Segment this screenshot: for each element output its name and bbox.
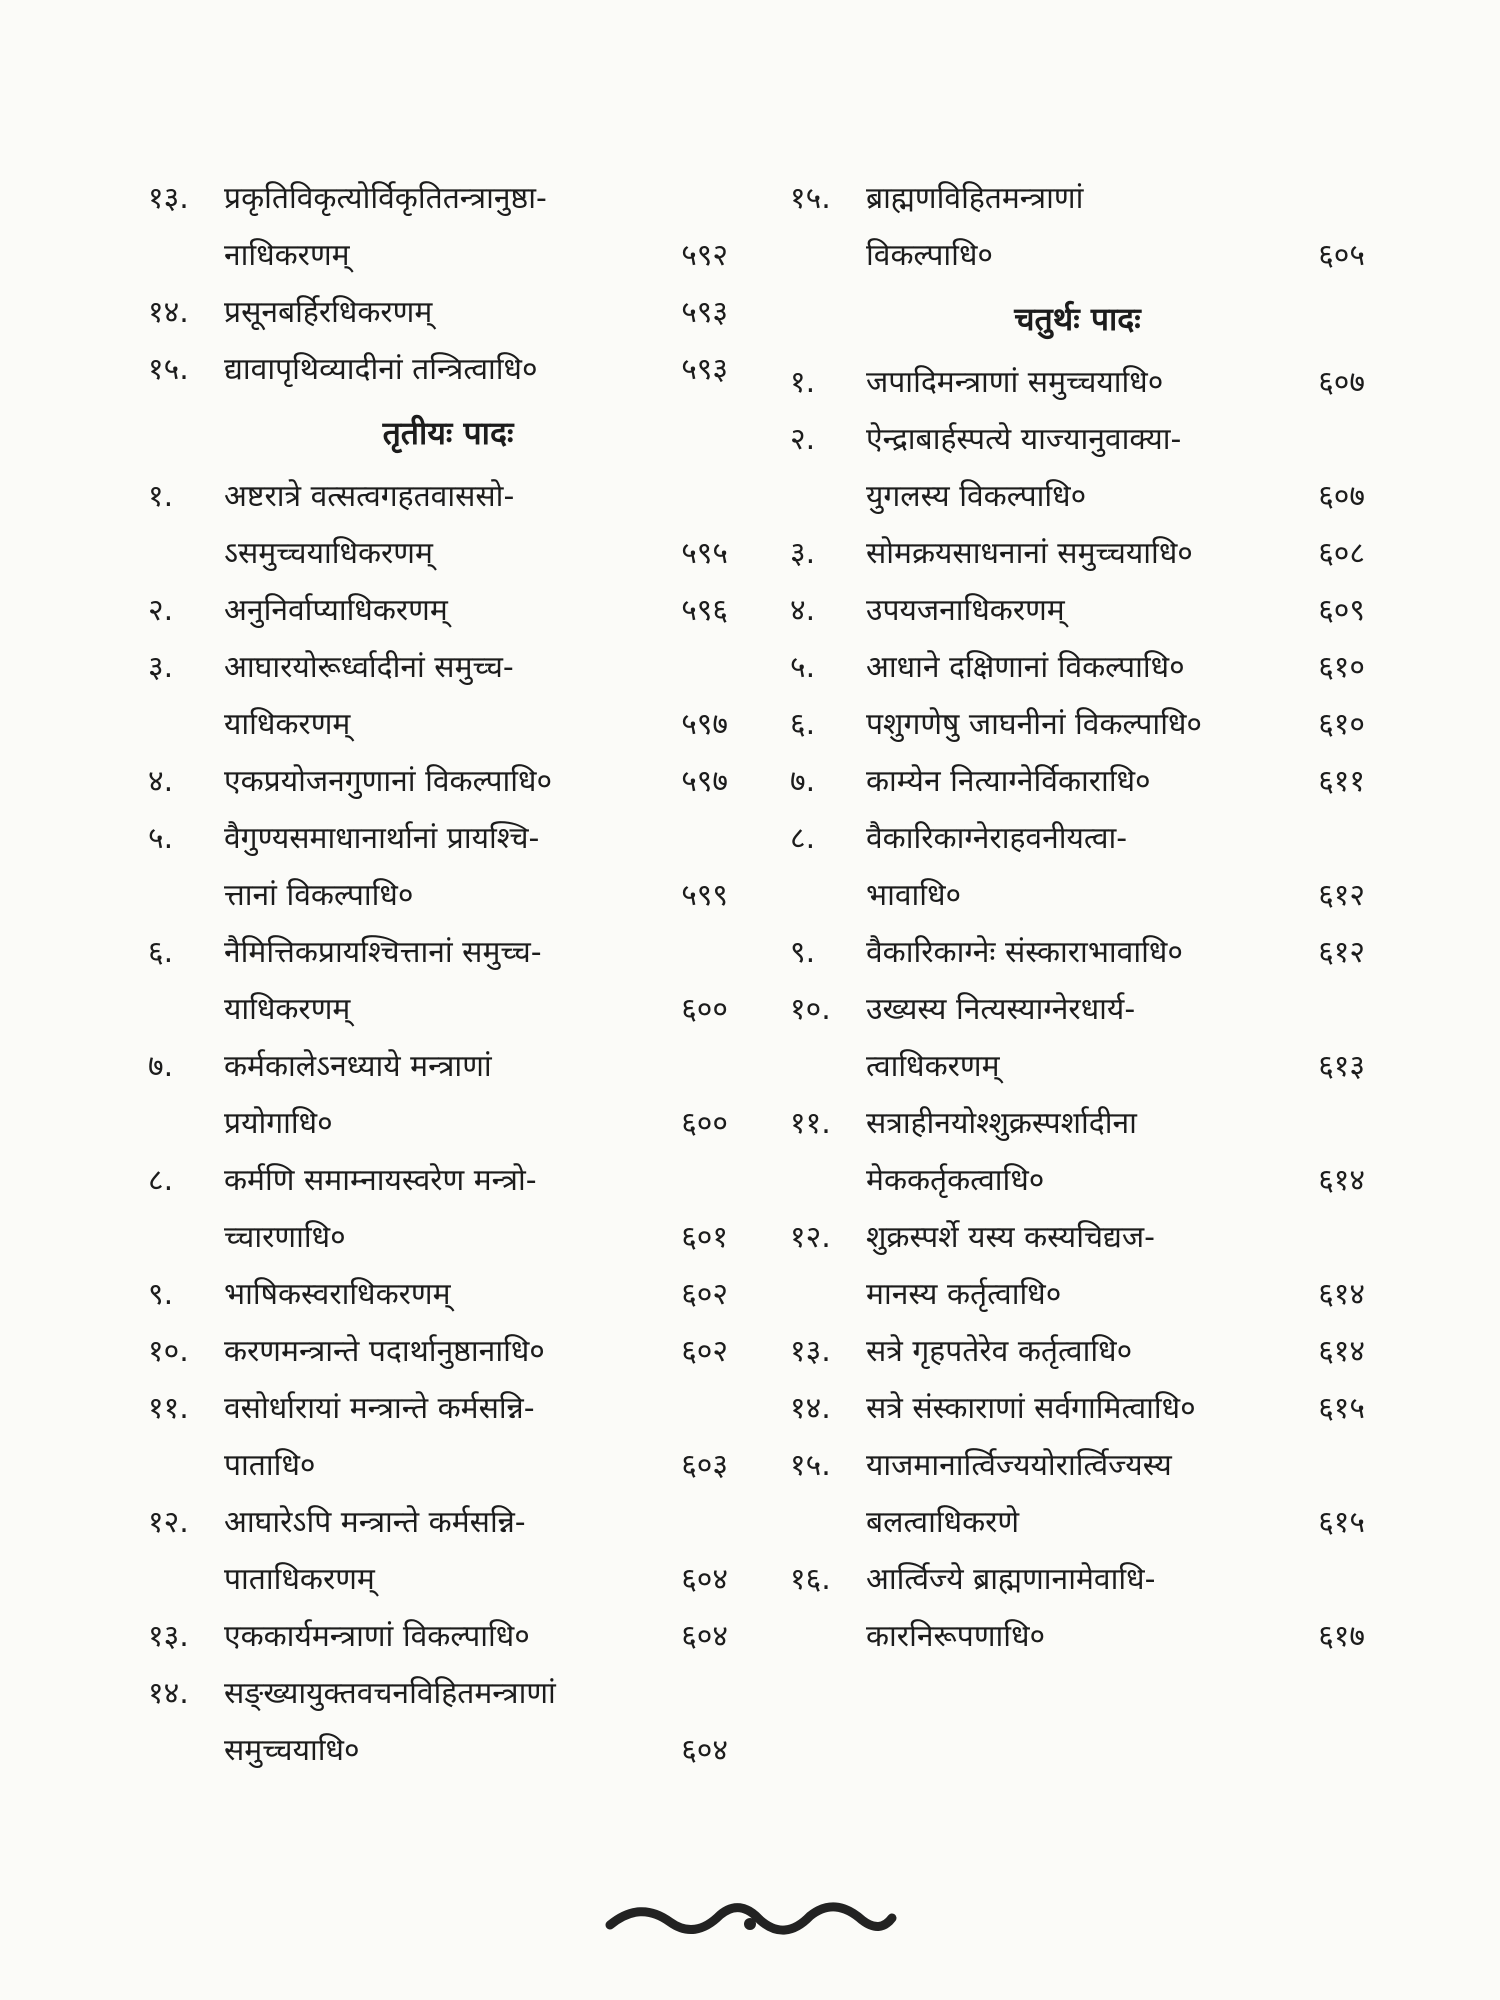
page-number: ६०७: [1318, 479, 1365, 514]
entry-title: पाताधिकरणम्: [224, 1562, 375, 1597]
entry-title: कर्मणि समाम्नायस्वरेण मन्त्रो-: [224, 1163, 537, 1198]
toc-entry: [148, 810, 728, 924]
entry-title: याजमानार्त्विज्ययोरार्त्विज्यस्य: [866, 1448, 1172, 1483]
toc-entry: [790, 170, 1365, 284]
entry-number: १२.: [790, 1220, 831, 1255]
entry-number: १.: [790, 365, 816, 400]
page-number: ६०२: [681, 1334, 728, 1369]
entry-number: ४.: [148, 764, 174, 799]
entry-title: कर्मकालेऽनध्याये मन्त्राणां: [224, 1049, 492, 1084]
entry-title: समुच्चयाधि०: [224, 1733, 360, 1768]
entry-title: आघारयोरूर्ध्वादीनां समुच्च-: [224, 650, 514, 685]
page-number: ६०४: [681, 1619, 728, 1654]
entry-number: ११.: [148, 1391, 189, 1426]
entry-title: वसोर्धारायां मन्त्रान्ते कर्मसन्नि-: [224, 1391, 535, 1426]
toc-entry: [790, 639, 1365, 696]
page-number: ६०१: [681, 1220, 728, 1255]
page-number: ६१५: [1318, 1505, 1365, 1540]
page-number: ५९७: [681, 764, 728, 799]
entry-title: भावाधि०: [866, 878, 962, 913]
entry-title: अष्टरात्रे वत्सत्वगहतवाससो-: [224, 479, 515, 514]
entry-number: १४.: [148, 295, 189, 330]
entry-title: द्यावापृथिव्यादीनां तन्त्रित्वाधि०: [224, 352, 538, 387]
entry-number: ६.: [790, 707, 816, 742]
toc-entry: [790, 1380, 1365, 1437]
end-ornament-icon: [600, 1890, 900, 1950]
entry-number: १०.: [148, 1334, 189, 1369]
page-number: ६१४: [1318, 1334, 1365, 1369]
entry-number: १.: [148, 479, 174, 514]
page-number: ६०२: [681, 1277, 728, 1312]
entry-number: २.: [148, 593, 174, 628]
entry-title: आधाने दक्षिणानां विकल्पाधि०: [866, 650, 1185, 685]
entry-number: १४.: [790, 1391, 831, 1426]
entry-number: ४.: [790, 593, 816, 628]
entry-number: ३.: [148, 650, 174, 685]
entry-title: करणमन्त्रान्ते पदार्थानुष्ठानाधि०: [224, 1334, 545, 1369]
toc-entry: [148, 1380, 728, 1494]
entry-title: मेककर्तृकत्वाधि०: [866, 1163, 1045, 1198]
right-column: [790, 170, 1365, 1665]
page-number: ६१७: [1318, 1619, 1365, 1654]
entry-title: एकप्रयोजनगुणानां विकल्पाधि०: [224, 764, 553, 799]
entry-number: ९.: [790, 935, 816, 970]
page-number: ५९६: [681, 593, 728, 628]
entry-title: सत्रे गृहपतेरेव कर्तृत्वाधि०: [866, 1334, 1133, 1369]
page-number: ६१२: [1318, 878, 1365, 913]
toc-entry: [790, 354, 1365, 411]
entry-number: २.: [790, 422, 816, 457]
entry-title: त्वाधिकरणम्: [866, 1049, 1000, 1084]
entry-number: १५.: [790, 181, 831, 216]
toc-entry: [148, 1665, 728, 1779]
toc-entry: [148, 1152, 728, 1266]
entry-title: सत्राहीनयोश्शुक्रस्पर्शादीना: [866, 1106, 1137, 1141]
entry-number: ११.: [790, 1106, 831, 1141]
toc-entry: [148, 468, 728, 582]
entry-title: विकल्पाधि०: [866, 238, 993, 273]
entry-number: ६.: [148, 935, 174, 970]
page-number: ६१४: [1318, 1277, 1365, 1312]
entry-title: ब्राह्मणविहितमन्त्राणां: [866, 181, 1084, 216]
toc-entry: [148, 1038, 728, 1152]
page-number: ६००: [681, 992, 728, 1027]
entry-title: प्रकृतिविकृत्योर्विकृतितन्त्रानुष्ठा-: [224, 181, 547, 216]
entry-title: युगलस्य विकल्पाधि०: [866, 479, 1087, 514]
page-number: ५९३: [681, 352, 728, 387]
entry-title: सत्रे संस्काराणां सर्वगामित्वाधि०: [866, 1391, 1196, 1426]
entry-title: प्रसूनबर्हिरधिकरणम्: [224, 295, 433, 330]
entry-title: उख्यस्य नित्यस्याग्नेरधार्य-: [866, 992, 1136, 1027]
toc-entry: [148, 924, 728, 1038]
entry-title: कारनिरूपणाधि०: [866, 1619, 1046, 1654]
entry-number: १३.: [790, 1334, 831, 1369]
toc-entry: [148, 1608, 728, 1665]
left-column: [148, 170, 728, 1779]
entry-title: एककार्यमन्त्राणां विकल्पाधि०: [224, 1619, 530, 1654]
entry-number: १०.: [790, 992, 831, 1027]
entry-title: ऽसमुच्चयाधिकरणम्: [224, 536, 433, 571]
entry-number: ५.: [148, 821, 174, 856]
entry-number: १२.: [148, 1505, 189, 1540]
page-number: ५९५: [681, 536, 728, 571]
entry-title: उपयजनाधिकरणम्: [866, 593, 1065, 628]
page-number: ६११: [1318, 764, 1365, 799]
entry-number: ८.: [148, 1163, 174, 1198]
page-number: ६०३: [681, 1448, 728, 1483]
entry-title: सङ्ख्यायुक्तवचनविहितमन्त्राणां: [224, 1676, 556, 1711]
entry-number: १३.: [148, 181, 189, 216]
entry-title: ऐन्द्राबार्हस्पत्ये याज्यानुवाक्या-: [866, 422, 1182, 457]
entry-title: बलत्वाधिकरणे: [866, 1505, 1020, 1540]
entry-title: वैगुण्यसमाधानार्थानां प्रायश्चि-: [224, 821, 540, 856]
toc-entry: [790, 810, 1365, 924]
page-number: ६००: [681, 1106, 728, 1141]
entry-title: प्रयोगाधि०: [224, 1106, 333, 1141]
entry-title: आघारेऽपि मन्त्रान्ते कर्मसन्नि-: [224, 1505, 526, 1540]
toc-entry: [148, 639, 728, 753]
entry-title: अनुनिर्वाप्याधिकरणम्: [224, 593, 448, 628]
entry-number: १३.: [148, 1619, 189, 1654]
page-number: ६१३: [1318, 1049, 1365, 1084]
toc-entry: [790, 1095, 1365, 1209]
toc-entry: [790, 696, 1365, 753]
page-number: ६१४: [1318, 1163, 1365, 1198]
entry-number: ८.: [790, 821, 816, 856]
entry-number: ३.: [790, 536, 816, 571]
toc-entry: [790, 1437, 1365, 1551]
toc-entry: [790, 411, 1365, 525]
toc-entry: [148, 1323, 728, 1380]
toc-entry: [790, 981, 1365, 1095]
entry-number: १५.: [148, 352, 189, 387]
section-heading: तृतीयः पादः: [382, 414, 514, 452]
entry-title: त्तानां विकल्पाधि०: [224, 878, 414, 913]
toc-entry: [790, 1209, 1365, 1323]
toc-entry: [148, 582, 728, 639]
entry-number: ७.: [148, 1049, 174, 1084]
entry-number: ५.: [790, 650, 816, 685]
page-number: ५९२: [681, 238, 728, 273]
page-number: ६०४: [681, 1733, 728, 1768]
entry-title: नाधिकरणम्: [224, 238, 350, 273]
entry-number: १४.: [148, 1676, 189, 1711]
toc-entry: [148, 1494, 728, 1608]
page-number: ६१२: [1318, 935, 1365, 970]
toc-entry: [148, 753, 728, 810]
entry-title: आर्त्विज्ये ब्राह्मणानामेवाधि-: [866, 1562, 1156, 1597]
toc-entry: [148, 284, 728, 341]
entry-title: याधिकरणम्: [224, 992, 351, 1027]
section-heading: चतुर्थः पादः: [1014, 300, 1141, 338]
page-number: ५९३: [681, 295, 728, 330]
toc-entry: [790, 582, 1365, 639]
toc-entry: [790, 525, 1365, 582]
entry-title: काम्येन नित्याग्नेर्विकाराधि०: [866, 764, 1151, 799]
toc-entry: [148, 1266, 728, 1323]
page-number: ६०४: [681, 1562, 728, 1597]
toc-entry: [790, 753, 1365, 810]
page-number: ६०५: [1318, 238, 1365, 273]
entry-title: भाषिकस्वराधिकरणम्: [224, 1277, 451, 1312]
entry-title: शुक्रस्पर्शे यस्य कस्यचिद्यज-: [866, 1220, 1156, 1255]
entry-title: नैमित्तिकप्रायश्चित्तानां समुच्च-: [224, 935, 542, 970]
entry-number: ७.: [790, 764, 816, 799]
entry-number: ९.: [148, 1277, 174, 1312]
page-number: ६०९: [1318, 593, 1365, 628]
entry-title: वैकारिकाग्नेः संस्काराभावाधि०: [866, 935, 1183, 970]
entry-title: पाताधि०: [224, 1448, 316, 1483]
page-number: ६१०: [1318, 650, 1365, 685]
entry-title: मानस्य कर्तृत्वाधि०: [866, 1277, 1062, 1312]
entry-title: च्चारणाधि०: [224, 1220, 346, 1255]
toc-entry: [790, 1551, 1365, 1665]
page-number: ६१०: [1318, 707, 1365, 742]
entry-title: पशुगणेषु जाघनीनां विकल्पाधि०: [866, 707, 1203, 742]
entry-title: जपादिमन्त्राणां समुच्चयाधि०: [866, 365, 1164, 400]
toc-entry: [148, 170, 728, 284]
toc-entry: [790, 924, 1365, 981]
page-number: ५९९: [681, 878, 728, 913]
entry-title: वैकारिकाग्नेराहवनीयत्वा-: [866, 821, 1128, 856]
page-number: ५९७: [681, 707, 728, 742]
entry-number: १५.: [790, 1448, 831, 1483]
entry-title: सोमक्रयसाधनानां समुच्चयाधि०: [866, 536, 1193, 571]
page-number: ६०८: [1318, 536, 1365, 571]
toc-entry: [790, 1323, 1365, 1380]
page-number: ६१५: [1318, 1391, 1365, 1426]
entry-title: याधिकरणम्: [224, 707, 351, 742]
toc-entry: [148, 341, 728, 398]
entry-number: १६.: [790, 1562, 831, 1597]
page-number: ६०७: [1318, 365, 1365, 400]
